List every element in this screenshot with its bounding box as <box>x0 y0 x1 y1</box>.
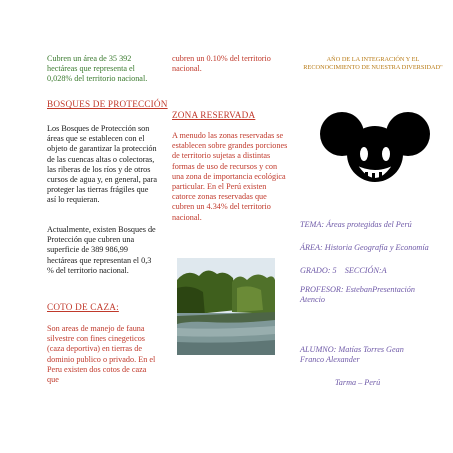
intro-text: Cubren un área de 35 392 hectáreas que representa el 0,028% del territorio nacional. <box>47 54 148 84</box>
mouse-head-logo-icon <box>320 108 430 190</box>
coto-text: Son areas de manejo de fauna silvestre con fines cinegeticos (caza deportiva) en tierras de dominio publico o privado. En el Peru existen dos cotos de caza que <box>47 324 156 385</box>
reserva-heading: ZONA RESERVADA <box>172 110 256 120</box>
bosques-heading: BOSQUES DE PROTECCIÓN <box>47 99 168 109</box>
coto-heading: COTO DE CAZA: <box>47 302 119 312</box>
middle-top-text: cubren un 0.10% del territorio nacional. <box>172 54 271 74</box>
area-text: ÁREA: Historia Geografía y Economía <box>300 243 429 252</box>
reserva-text: A menudo las zonas reservadas se establecen sobre grandes porciones de territorio sujetas a distintas formas de uso de recursos y con una zona de importancia ecológica particular. En el Perú existen catorce zonas reservadas que cubren un 4.34% del territorio nacional. <box>172 131 288 222</box>
river-forest-photo <box>177 258 275 355</box>
bosques-text-2: Actualmente, existen Bosques de Protección que cubren una superficie de 389 986,99 hectáreas que representan el 0,3 % del territorio nacional. <box>47 225 156 275</box>
grado-text: GRADO: 5 SECCIÓN:A <box>300 266 387 275</box>
bosques-text-1: Los Bosques de Protección son áreas que se establecen con el objeto de garantizar la protección de las cuencas altas o colectoras, las riberas de los ríos y de otros cursos de agua y, en general, para proteger las tierras frágiles que así lo requieran. <box>47 124 157 205</box>
tema-text: TEMA: Áreas protegidas del Perú <box>300 220 412 229</box>
year-title: AÑO DE LA INTEGRACIÓN Y EL RECONOCIMIENTO DE NUESTRA DIVERSIDAD" <box>303 56 443 71</box>
lugar-text: Tarma – Perú <box>335 378 381 387</box>
profesor-text: PROFESOR: EstebanPresentación Atencio <box>300 285 415 305</box>
alumno-text: ALUMNO: Matías Torres Gean Franco Alexander <box>300 345 404 365</box>
